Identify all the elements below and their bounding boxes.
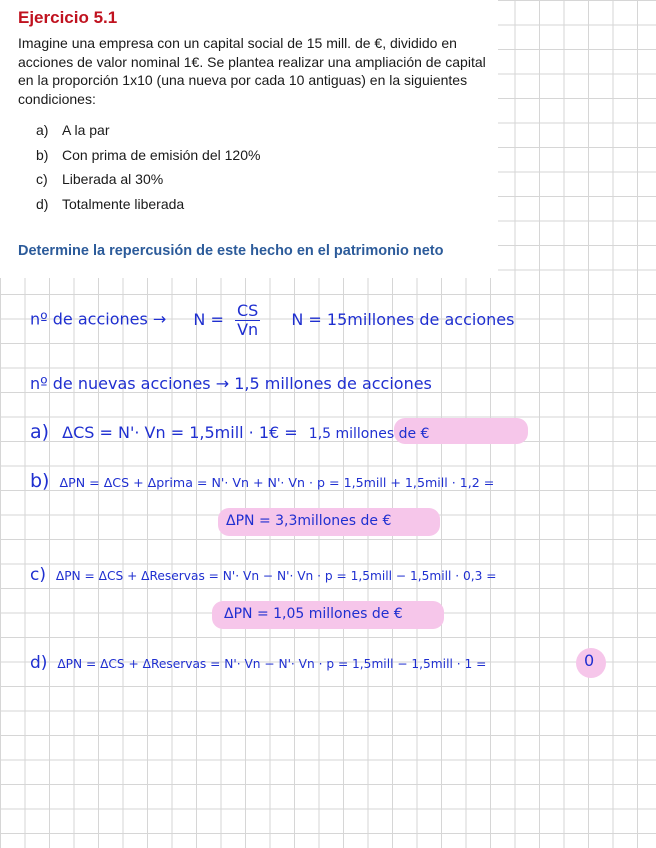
formula-d: ΔPN = ΔCS + ΔReservas = N'· Vn − N'· Vn · p = 1,5mill − 1,5mill · 1 = [57, 657, 487, 671]
formula-c: ΔPN = ΔCS + ΔReservas = N'· Vn − N'· Vn · p = 1,5mill − 1,5mill · 0,3 = [55, 569, 497, 583]
option-text: Totalmente liberada [62, 195, 185, 212]
label-b: b) [30, 470, 50, 492]
option-text: Con prima de emisión del 120% [62, 146, 261, 163]
option-a [36, 118, 260, 143]
options-list [36, 118, 260, 216]
exercise-question: Determine la repercusión de este hecho en el patrimonio neto [18, 243, 444, 259]
label-d: d) [30, 653, 48, 673]
shares-result: N = 15millones de acciones [291, 309, 515, 329]
shares-line [30, 302, 514, 338]
shares-formula-lhs: N = [193, 309, 224, 329]
formula-a: ΔCS = N'· Vn = 1,5mill · 1€ = [62, 423, 298, 442]
result-c: ΔPN = 1,05 millones de € [224, 606, 403, 622]
option-c [36, 167, 260, 192]
result-a: 1,5 millones de € [308, 426, 430, 442]
fraction-numerator: CS [236, 301, 259, 320]
exercise-title: Ejercicio 5.1 [18, 8, 118, 27]
option-letter: d) [36, 195, 49, 212]
solution-a [30, 421, 429, 443]
label-c: c) [30, 565, 46, 585]
shares-label: nº de acciones → [30, 309, 167, 329]
option-letter: a) [36, 122, 49, 138]
option-letter: b) [36, 146, 49, 163]
option-letter: c) [36, 171, 48, 187]
option-d [36, 192, 260, 217]
solution-c [30, 565, 496, 585]
exercise-statement: Imagine una empresa con un capital social de 15 mill. de €, dividido en acciones de valor nominal 1€. Se plantea realizar una ampliación de capital en la proporción 1x10 (una nueva por cada 10 antiguas) en la siguientes condiciones: [18, 35, 486, 107]
shares-fraction [235, 302, 260, 338]
result-d: 0 [584, 651, 595, 670]
exercise-statement-block [0, 0, 498, 278]
new-shares-line: nº de nuevas acciones → 1,5 millones de acciones [30, 374, 432, 393]
option-text: A la par [62, 122, 110, 138]
formula-b: ΔPN = ΔCS + Δprima = N'· Vn + N'· Vn · p = 1,5mill + 1,5mill · 1,2 = [59, 475, 495, 490]
label-a: a) [30, 421, 50, 443]
solution-d [30, 653, 486, 673]
option-b [36, 143, 260, 168]
result-b: ΔPN = 3,3millones de € [226, 513, 392, 529]
solution-b [30, 470, 494, 492]
fraction-denominator: Vn [237, 319, 259, 339]
option-text: Liberada al 30% [62, 171, 164, 187]
